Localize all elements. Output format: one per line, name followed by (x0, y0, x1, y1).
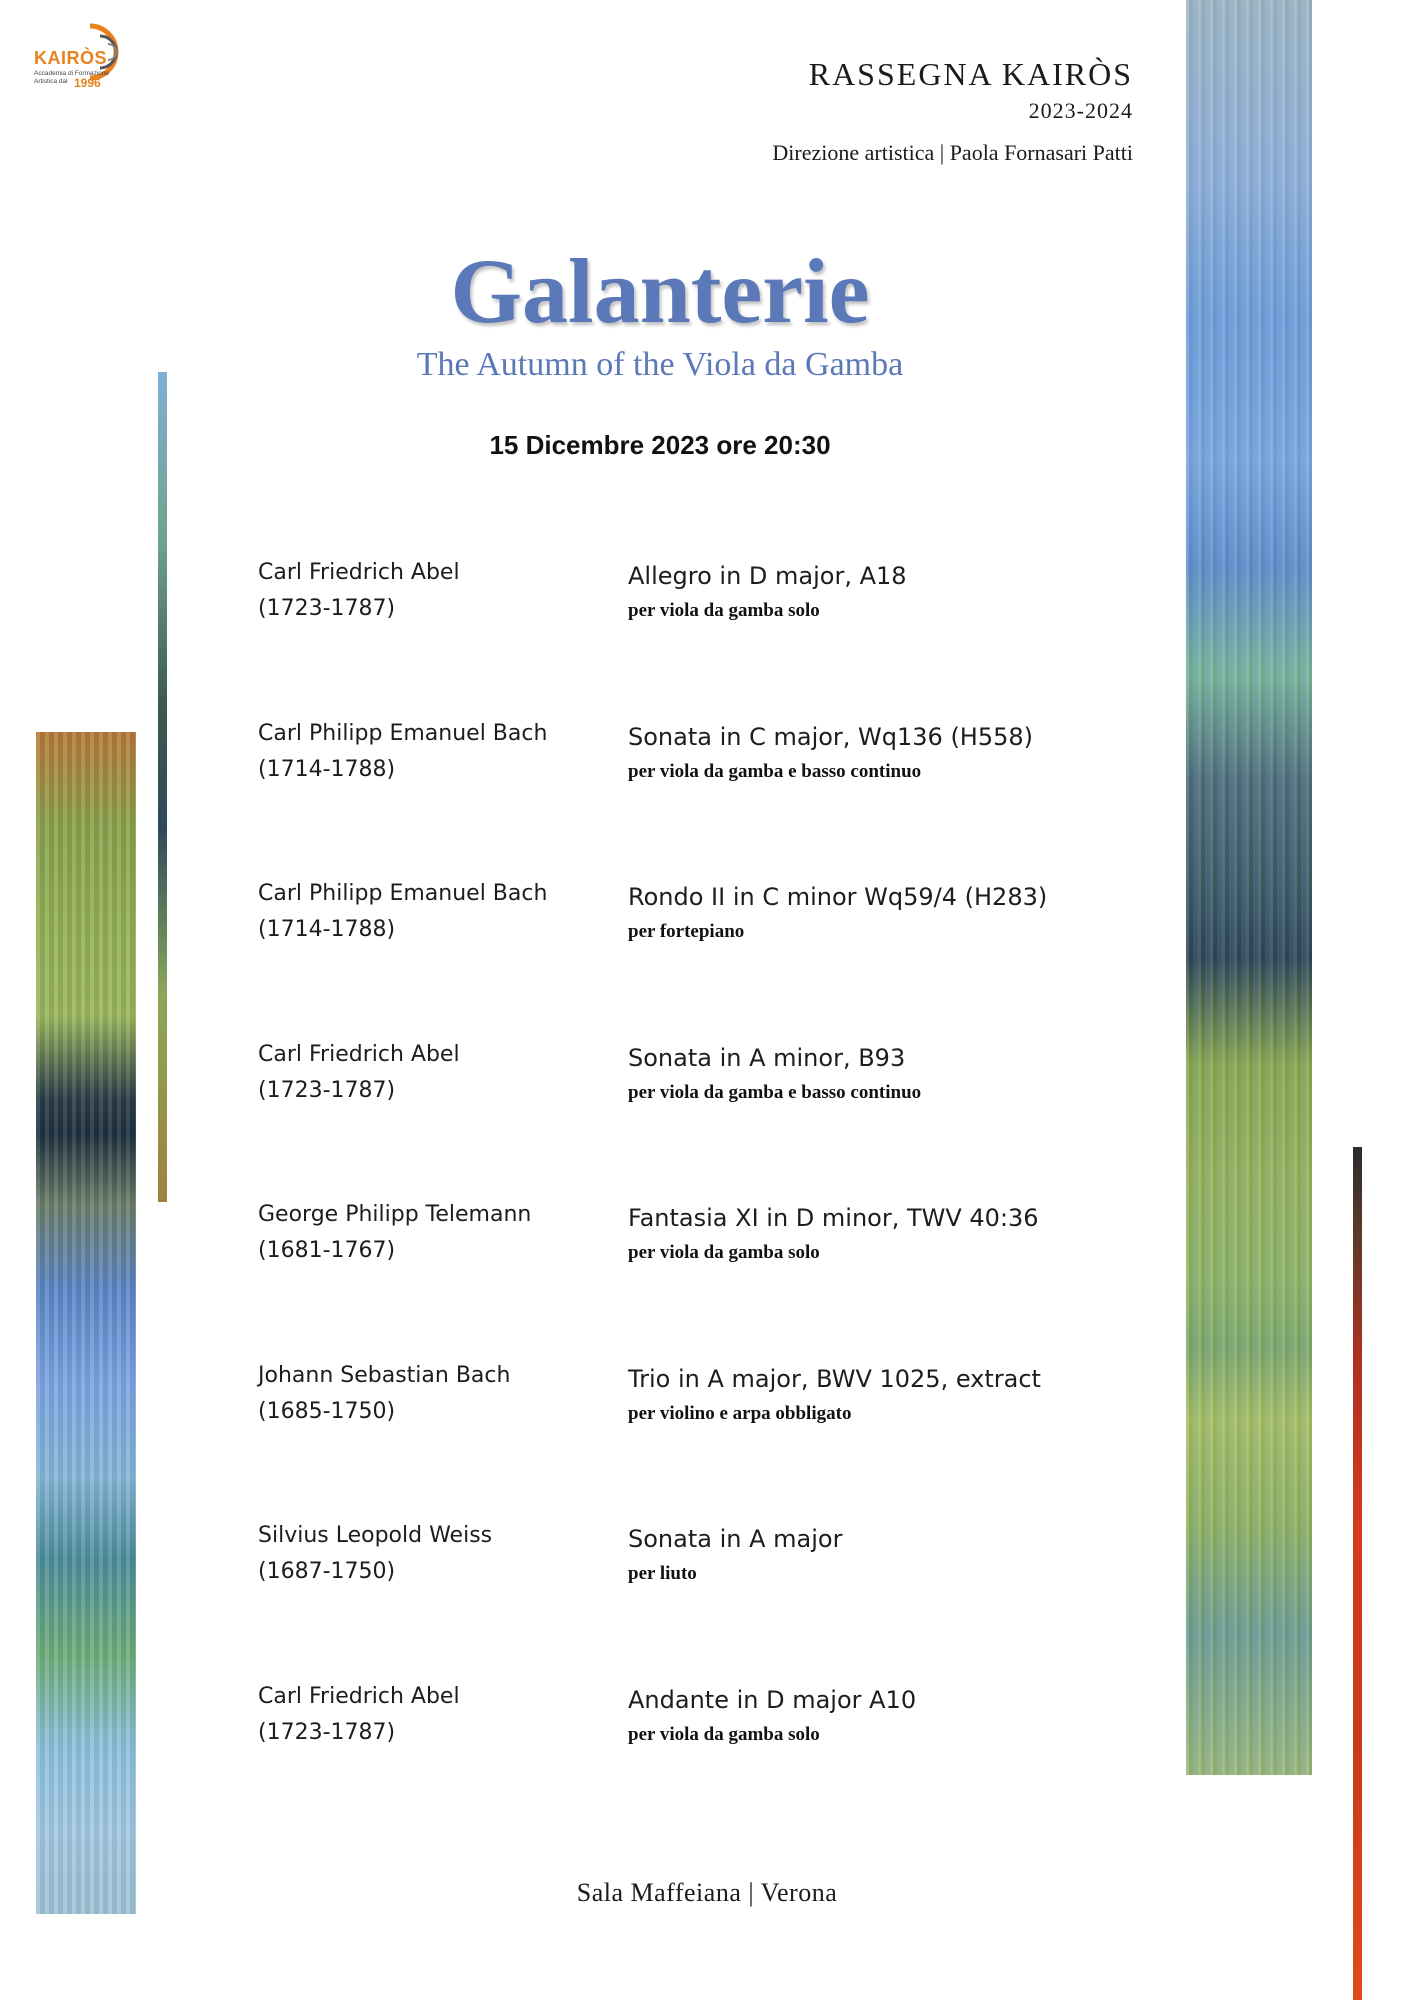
composer-years: (1723-1787) (258, 596, 396, 621)
composer-name: Carl Philipp Emanuel Bach (258, 881, 548, 906)
composer-name: Johann Sebastian Bach (258, 1363, 511, 1388)
program-item (258, 1363, 1158, 1453)
program-item (258, 721, 1158, 811)
artistic-direction: Direzione artistica | Paola Fornasari Patti (772, 140, 1133, 165)
instrumentation: per viola da gamba solo (628, 1724, 820, 1745)
work-title: Allegro in D major, A18 (628, 562, 907, 590)
composer-years: (1723-1787) (258, 1720, 396, 1745)
composer-years: (1723-1787) (258, 1078, 396, 1103)
composer-years: (1681-1767) (258, 1238, 396, 1263)
program-item (258, 1202, 1158, 1292)
program-item (258, 560, 1158, 650)
instrumentation: per fortepiano (628, 921, 745, 942)
instrumentation: per viola da gamba solo (628, 600, 820, 621)
painted-strip-thin (158, 372, 167, 1202)
composer-years: (1714-1788) (258, 757, 396, 782)
work-title: Fantasia XI in D minor, TWV 40:36 (628, 1204, 1039, 1232)
work-title: Trio in A major, BWV 1025, extract (628, 1365, 1041, 1393)
series-years: 2023-2024 (1028, 98, 1133, 123)
composer-years: (1714-1788) (258, 917, 396, 942)
composer-name: Carl Friedrich Abel (258, 1684, 460, 1709)
program-item (258, 1042, 1158, 1132)
instrumentation: per viola da gamba e basso continuo (628, 1082, 922, 1103)
painted-strip-left (36, 732, 136, 1914)
work-title: Rondo II in C minor Wq59/4 (H283) (628, 883, 1048, 911)
logo-year: 1996 (74, 76, 101, 90)
instrumentation: per violino e arpa obbligato (628, 1403, 852, 1424)
composer-years: (1687-1750) (258, 1559, 396, 1584)
work-title: Andante in D major A10 (628, 1686, 917, 1714)
venue: Sala Maffeiana | Verona (576, 1878, 838, 1907)
instrumentation: per viola da gamba solo (628, 1242, 820, 1263)
composer-name: Carl Friedrich Abel (258, 560, 460, 585)
composer-name: Carl Philipp Emanuel Bach (258, 721, 548, 746)
event-title: Galanterie (450, 240, 870, 342)
work-title: Sonata in A major (628, 1525, 843, 1553)
composer-name: George Philipp Telemann (258, 1202, 532, 1227)
logo-subtitle: Accademia di Formazione Artistica dal (34, 70, 110, 85)
logo-wordmark: KAIRÒS (34, 48, 108, 68)
program-item (258, 1523, 1158, 1613)
composer-name: Carl Friedrich Abel (258, 1042, 460, 1067)
kairos-logo (30, 18, 140, 98)
work-title: Sonata in A minor, B93 (628, 1044, 906, 1072)
event-date: 15 Dicembre 2023 ore 20:30 (489, 430, 831, 460)
series-title: RASSEGNA KAIRÒS (808, 56, 1133, 92)
program-item (258, 1684, 1158, 1774)
composer-name: Silvius Leopold Weiss (258, 1523, 493, 1548)
instrumentation: per viola da gamba e basso continuo (628, 761, 922, 782)
instrumentation: per liuto (628, 1563, 697, 1584)
event-subtitle: The Autumn of the Viola da Gamba (416, 346, 904, 383)
program-item (258, 881, 1158, 971)
work-title: Sonata in C major, Wq136 (H558) (628, 723, 1034, 751)
painted-strip-red (1353, 1147, 1362, 2000)
composer-years: (1685-1750) (258, 1399, 396, 1424)
